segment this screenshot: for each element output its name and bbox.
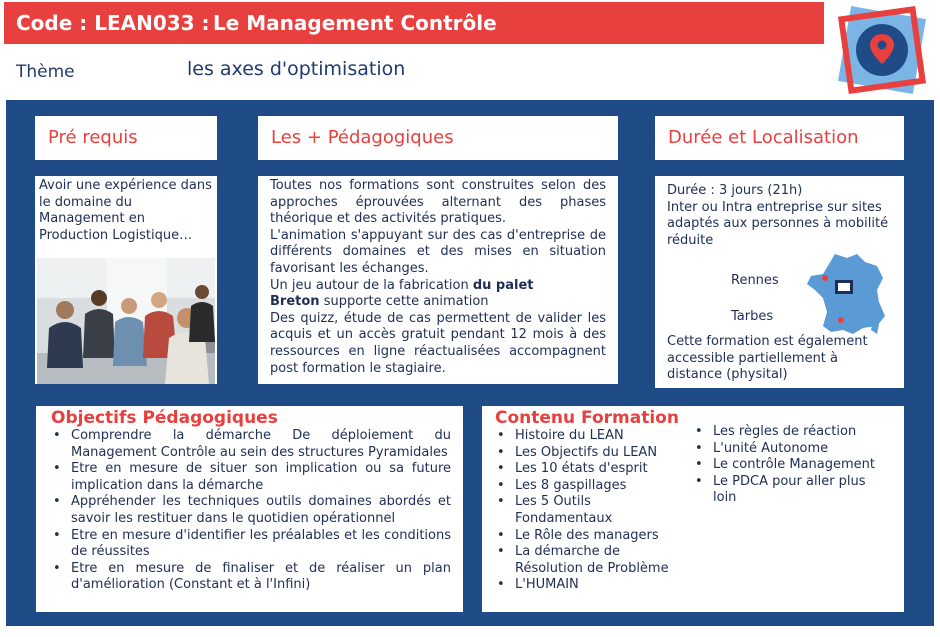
location-logo-icon xyxy=(836,4,928,96)
duree-heading: Durée et Localisation xyxy=(668,127,859,148)
objectifs-item: • Etre en mesure d'identifier les préalables et les conditions de réussites xyxy=(51,528,451,561)
objectifs-box xyxy=(36,406,463,612)
contenu-item: • Les règles de réaction xyxy=(693,424,893,441)
france-map-icon xyxy=(805,250,887,336)
objectifs-item: • Etre en mesure de situer son implication ou sa future implication dans la démarche xyxy=(51,461,451,494)
contenu-item: • Histoire du LEAN xyxy=(495,428,690,445)
pedagogiques-p2: L'animation s'appuyant sur des cas d'entreprise de différents domaines et des mises en situation favorisant les échanges. xyxy=(270,227,606,276)
city-rennes: Rennes xyxy=(731,273,779,288)
objectifs-list xyxy=(51,428,451,594)
contenu-item: • Les 5 Outils Fondamentaux xyxy=(495,494,625,527)
course-title: Le Management Contrôle xyxy=(213,11,497,35)
contenu-heading: Contenu Formation xyxy=(495,408,679,428)
pedagogiques-p3-post: supporte cette animation xyxy=(323,294,489,310)
contenu-col2 xyxy=(693,424,893,507)
theme-label: Thème xyxy=(16,62,75,82)
contenu-item: • Les Objectifs du LEAN xyxy=(495,445,690,462)
prerequis-header xyxy=(35,116,217,160)
contenu-item: • Le contrôle Management xyxy=(693,457,893,474)
duree-line1: Durée : 3 jours (21h) xyxy=(667,183,803,198)
prerequis-heading: Pré requis xyxy=(48,127,138,148)
team-meeting-photo xyxy=(37,258,215,384)
contenu-box xyxy=(482,406,904,612)
objectifs-item: • Etre en mesure de finaliser et de réaliser un plan d'amélioration (Constant et à l'Infini) xyxy=(51,561,451,594)
duree-line2: Inter ou Intra entreprise sur sites adaptés aux personnes à mobilité réduite xyxy=(667,199,889,248)
theme-value: les axes d'optimisation xyxy=(187,58,406,80)
contenu-item: • L'unité Autonome xyxy=(693,441,893,458)
pedagogiques-p4: Des quizz, étude de cas permettent de valider les acquis et un accès gratuit pendant 12 mois à des ressources en ligne réactualisées accompagnent post formation le stagiaire. xyxy=(270,310,606,376)
prerequis-text: Avoir une expérience dans le domaine du Management en Production Logistique… xyxy=(39,178,212,243)
duree-header xyxy=(655,116,904,160)
course-title-bar xyxy=(4,2,824,44)
contenu-item: • La démarche de Résolution de Problème xyxy=(495,544,690,577)
pedagogiques-p1: Toutes nos formations sont construites selon des approches éprouvées alternant des phases théorique et des activités pratiques. xyxy=(270,178,606,227)
course-code: Code : LEAN033 : xyxy=(16,11,210,35)
contenu-item: • L'HUMAIN xyxy=(495,577,690,594)
contenu-item: • Les 10 états d'esprit xyxy=(495,461,690,478)
pedagogiques-p3-pre: Un jeu autour de la fabrication xyxy=(270,277,469,293)
pedagogiques-p3-bold1: du palet xyxy=(472,277,534,293)
pedagogiques-p3 xyxy=(270,278,606,311)
duree-line3: Cette formation est également accessible partiellement à distance (physital) xyxy=(667,334,868,383)
pedagogiques-header xyxy=(258,116,618,160)
contenu-col1 xyxy=(495,428,690,594)
city-tarbes: Tarbes xyxy=(731,309,774,324)
objectifs-heading: Objectifs Pédagogiques xyxy=(51,408,278,428)
contenu-item: • Le PDCA pour aller plus loin xyxy=(693,474,893,507)
pedagogiques-heading: Les + Pédagogiques xyxy=(271,127,454,148)
pedagogiques-p3-bold2: Breton xyxy=(270,294,320,310)
pedagogiques-box xyxy=(258,176,618,384)
contenu-item: • Les 8 gaspillages xyxy=(495,478,690,495)
objectifs-item: • Appréhender les techniques outils domaines abordés et savoir les restituer dans le quotidien opérationnel xyxy=(51,494,451,527)
objectifs-item: • Comprendre la démarche De déploiement du Management Contrôle au sein des structures Pyramidales xyxy=(51,428,451,461)
contenu-item: • Le Rôle des managers xyxy=(495,528,690,545)
